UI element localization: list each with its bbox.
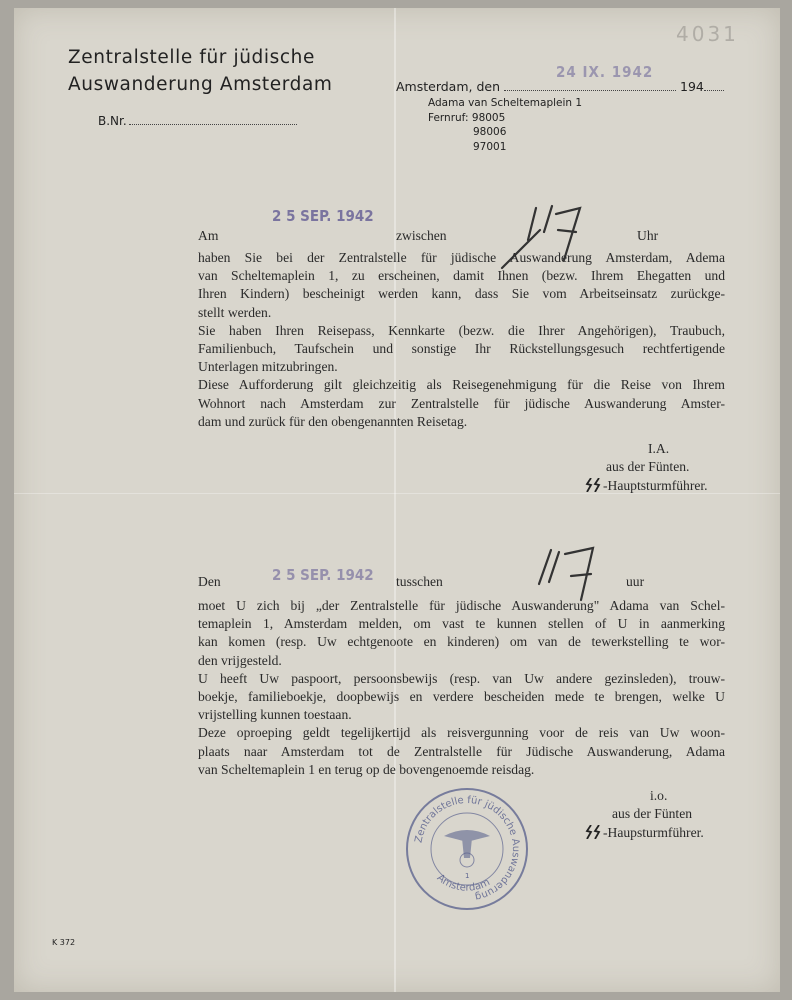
text-line: Unterlagen mitzubringen.: [198, 359, 338, 375]
date-stamp-german: 2 5 SEP. 1942: [272, 207, 374, 225]
uur-label: uur: [626, 574, 645, 589]
signature-ia: I.A.: [648, 441, 670, 456]
signature-name: aus der Fünten.: [606, 459, 690, 474]
text-line: boekje, familieboekje, doopbewijs en verdere bescheiden mede te brengen, welke U: [198, 688, 725, 704]
signature-rank: [585, 825, 704, 841]
text-line: Diese Aufforderung gilt gleichzeitig als Reisegenehmigung für die Reise von Ihrem: [198, 377, 725, 393]
date-blank: [504, 90, 676, 91]
text-line: plaats naar Amsterdam tot de Zentralstelle für Jüdische Auswanderung, Adama: [198, 743, 725, 759]
text-line: U heeft Uw paspoort, persoonsbewijs (resp. van Uw andere gezinsleden), trouw-: [198, 670, 725, 686]
year-prefix: 194: [680, 79, 704, 94]
ss-runes-icon: [585, 825, 603, 839]
seal-number: 1: [465, 872, 470, 880]
form-code: K 372: [52, 938, 76, 947]
signature-rank: [585, 478, 708, 494]
text-line: van Scheltemaplein 1, zu erscheinen, damit Ihnen (bezw. Ihrem Ehegatten und: [198, 268, 725, 284]
tusschen-label: tusschen: [396, 574, 443, 589]
date-stamp-header: 24 IX. 1942: [556, 63, 654, 81]
text-line: Ihren Kindern) bescheinigt werden kann, dass Sie vom Arbeitseinsatz zurückge-: [198, 286, 725, 302]
address-block: [428, 96, 582, 154]
signature-name: aus der Fünten: [612, 806, 693, 821]
org-line-1: Zentralstelle für jüdische: [68, 47, 315, 68]
year-blank: [704, 90, 724, 91]
text-line: stellt werden.: [198, 304, 272, 320]
am-label: Am: [198, 228, 219, 243]
bnr-label: B.Nr.: [98, 114, 127, 128]
bnr-blank: [129, 124, 297, 125]
text-line: temaplein 1, Amsterdam melden, om vast te kunnen stellen of U in aanmerking: [198, 616, 725, 632]
org-line-2: Auswanderung Amsterdam: [68, 74, 333, 95]
date-line: [396, 79, 724, 94]
text-line: haben Sie bei der Zentralstelle für jüdische Auswanderung Amsterdam, Adema: [198, 250, 725, 265]
text-line: Wohnort nach Amsterdam zur Zentralstelle für jüdische Auswanderung Amster-: [198, 395, 725, 411]
svg-text:Amsterdam: [435, 872, 492, 893]
fold-line: [394, 8, 396, 992]
zwischen-label: zwischen: [396, 228, 447, 243]
phone: 97001: [473, 140, 507, 153]
reference-number-field: [98, 114, 297, 128]
text-line: den vrijgesteld.: [198, 652, 282, 668]
dutch-body: [198, 597, 725, 779]
eagle-emblem: [444, 830, 490, 858]
document-page: [14, 8, 780, 992]
phone-label: Fernruf:: [428, 111, 469, 124]
phone: 98006: [473, 126, 507, 138]
city-label: Amsterdam, den: [396, 79, 501, 94]
handwritten-time-dutch: [535, 544, 605, 604]
seal-text: Zentralstelle für jüdische Auswanderung: [413, 794, 522, 903]
phone: 98005: [471, 111, 506, 124]
text-line: Familienbuch, Taufschein und sonstige Ihr Rückstellungsgesuch rechtfertigende: [198, 340, 725, 356]
official-seal: [404, 786, 530, 912]
rank-text: -Haupsturmführer.: [603, 825, 704, 840]
den-label: Den: [198, 574, 221, 589]
signature-io: i.o.: [650, 788, 668, 803]
text-line: dam und zurück für den obengenannten Reisetag.: [198, 413, 468, 429]
text-line: moet U zich bij „der Zentralstelle für jüdische Auswanderung" Adama van Schel-: [198, 598, 725, 613]
text-line: Deze oproeping geldt tegelijkertijd als reisvergunning voor de reis van Uw woon-: [198, 725, 725, 741]
archive-number: 4031: [676, 22, 739, 46]
uhr-label: Uhr: [637, 228, 659, 243]
organization-name: [68, 44, 333, 98]
date-stamp-dutch: 2 5 SEP. 1942: [272, 566, 374, 584]
text-line: vrijstelling kunnen toestaan.: [198, 707, 352, 723]
text-line: kan komen (resp. Uw echtgenoote en kinderen) om van de tewerkstelling te wor-: [198, 634, 725, 650]
ss-runes-icon: [585, 478, 603, 492]
text-line: van Scheltemaplein 1 en terug op de bovengenoemde reisdag.: [198, 761, 535, 777]
rank-text: -Hauptsturmführer.: [603, 478, 708, 493]
seal-city: Amsterdam: [434, 872, 492, 894]
german-body: [198, 249, 725, 431]
text-line: Sie haben Ihren Reisepass, Kennkarte (bezw. die Ihrer Angehörigen), Traubuch,: [198, 322, 725, 338]
address: Adama van Scheltemaplein 1: [428, 97, 583, 109]
